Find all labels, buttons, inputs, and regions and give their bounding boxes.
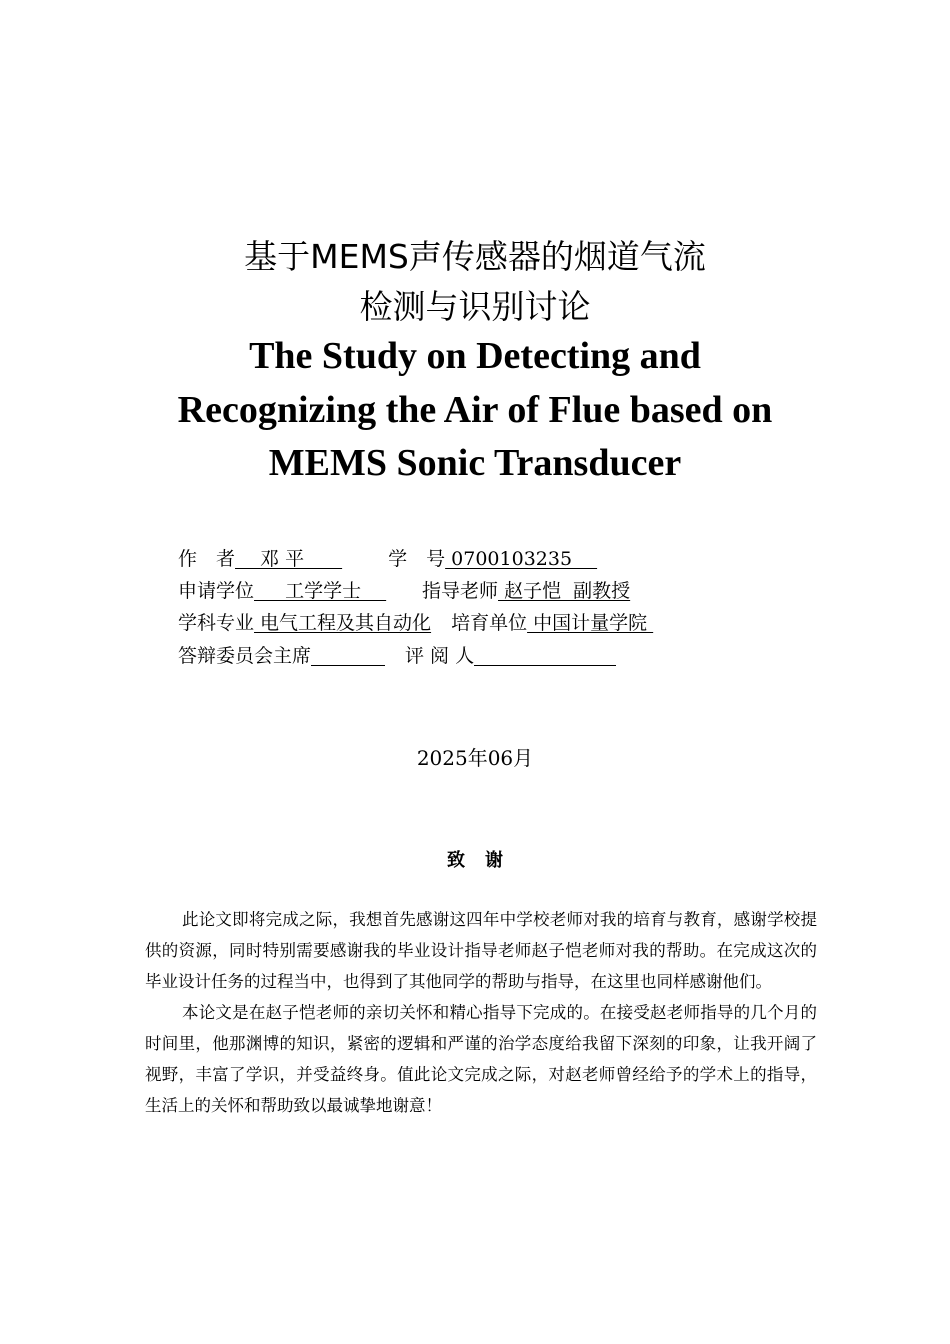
info-row-major xyxy=(178,614,653,633)
committee-blank xyxy=(311,647,385,666)
ack-paragraph-2: 本论文是在赵子恺老师的亲切关怀和精心指导下完成的。在接受赵老师指导的几个月的时间里，他那渊博的知识，紧密的逻辑和严谨的治学态度给我留下深刻的印象，让我开阔了视野，丰富了学识，并受益终身。值此论文完成之际，对赵老师曾经给予的学术上的指导，生活上的关怀和帮助致以最诚挚地谢意！ xyxy=(145,1003,817,1115)
committee-label: 答辩委员会主席 xyxy=(178,645,312,667)
info-row-degree xyxy=(178,582,630,601)
acknowledgement-title: 致谢 xyxy=(447,850,523,871)
student-id-label: 学 号 xyxy=(388,548,446,570)
advisor-label: 指导老师 xyxy=(422,580,499,602)
reviewer-blank xyxy=(474,647,616,666)
author-value: 邓 平 xyxy=(235,548,343,570)
reviewer-label: 评 阅 人 xyxy=(405,645,475,667)
cover-title-cn-line2: 检测与识别讨论 xyxy=(359,287,591,326)
unit-value: 中国计量学院 xyxy=(527,612,654,634)
advisor-value: 赵子恺 副教授 xyxy=(498,580,631,602)
degree-value: 工学学士 xyxy=(254,580,387,602)
cover-title-en-line1: The Study on Detecting and xyxy=(249,335,701,377)
cover-title-en-line2: Recognizing the Air of Flue based on xyxy=(177,389,773,431)
student-id-value: 0700103235 xyxy=(445,548,598,570)
ack-paragraph-1: 此论文即将完成之际，我想首先感谢这四年中学校老师对我的培育与教育，感谢学校提供的资源，同时特别需要感谢我的毕业设计指导老师赵子恺老师对我的帮助。在完成这次的毕业设计任务的过程当中，也得到了其他同学的帮助与指导，在这里也同样感谢他们。 xyxy=(145,910,817,991)
info-row-committee xyxy=(178,647,616,666)
cover-title-en-line3: MEMS Sonic Transducer xyxy=(268,442,682,484)
author-label: 作 者 xyxy=(178,548,236,570)
acknowledgement-body xyxy=(145,904,817,1121)
major-label: 学科专业 xyxy=(178,612,255,634)
cover-title-cn-line1: 基于MEMS声传感器的烟道气流 xyxy=(244,237,706,276)
degree-label: 申请学位 xyxy=(178,580,255,602)
info-row-author xyxy=(178,550,597,569)
unit-label: 培育单位 xyxy=(451,612,528,634)
major-value: 电气工程及其自动化 xyxy=(254,612,432,634)
cover-date: 2025年06月 xyxy=(416,746,534,770)
